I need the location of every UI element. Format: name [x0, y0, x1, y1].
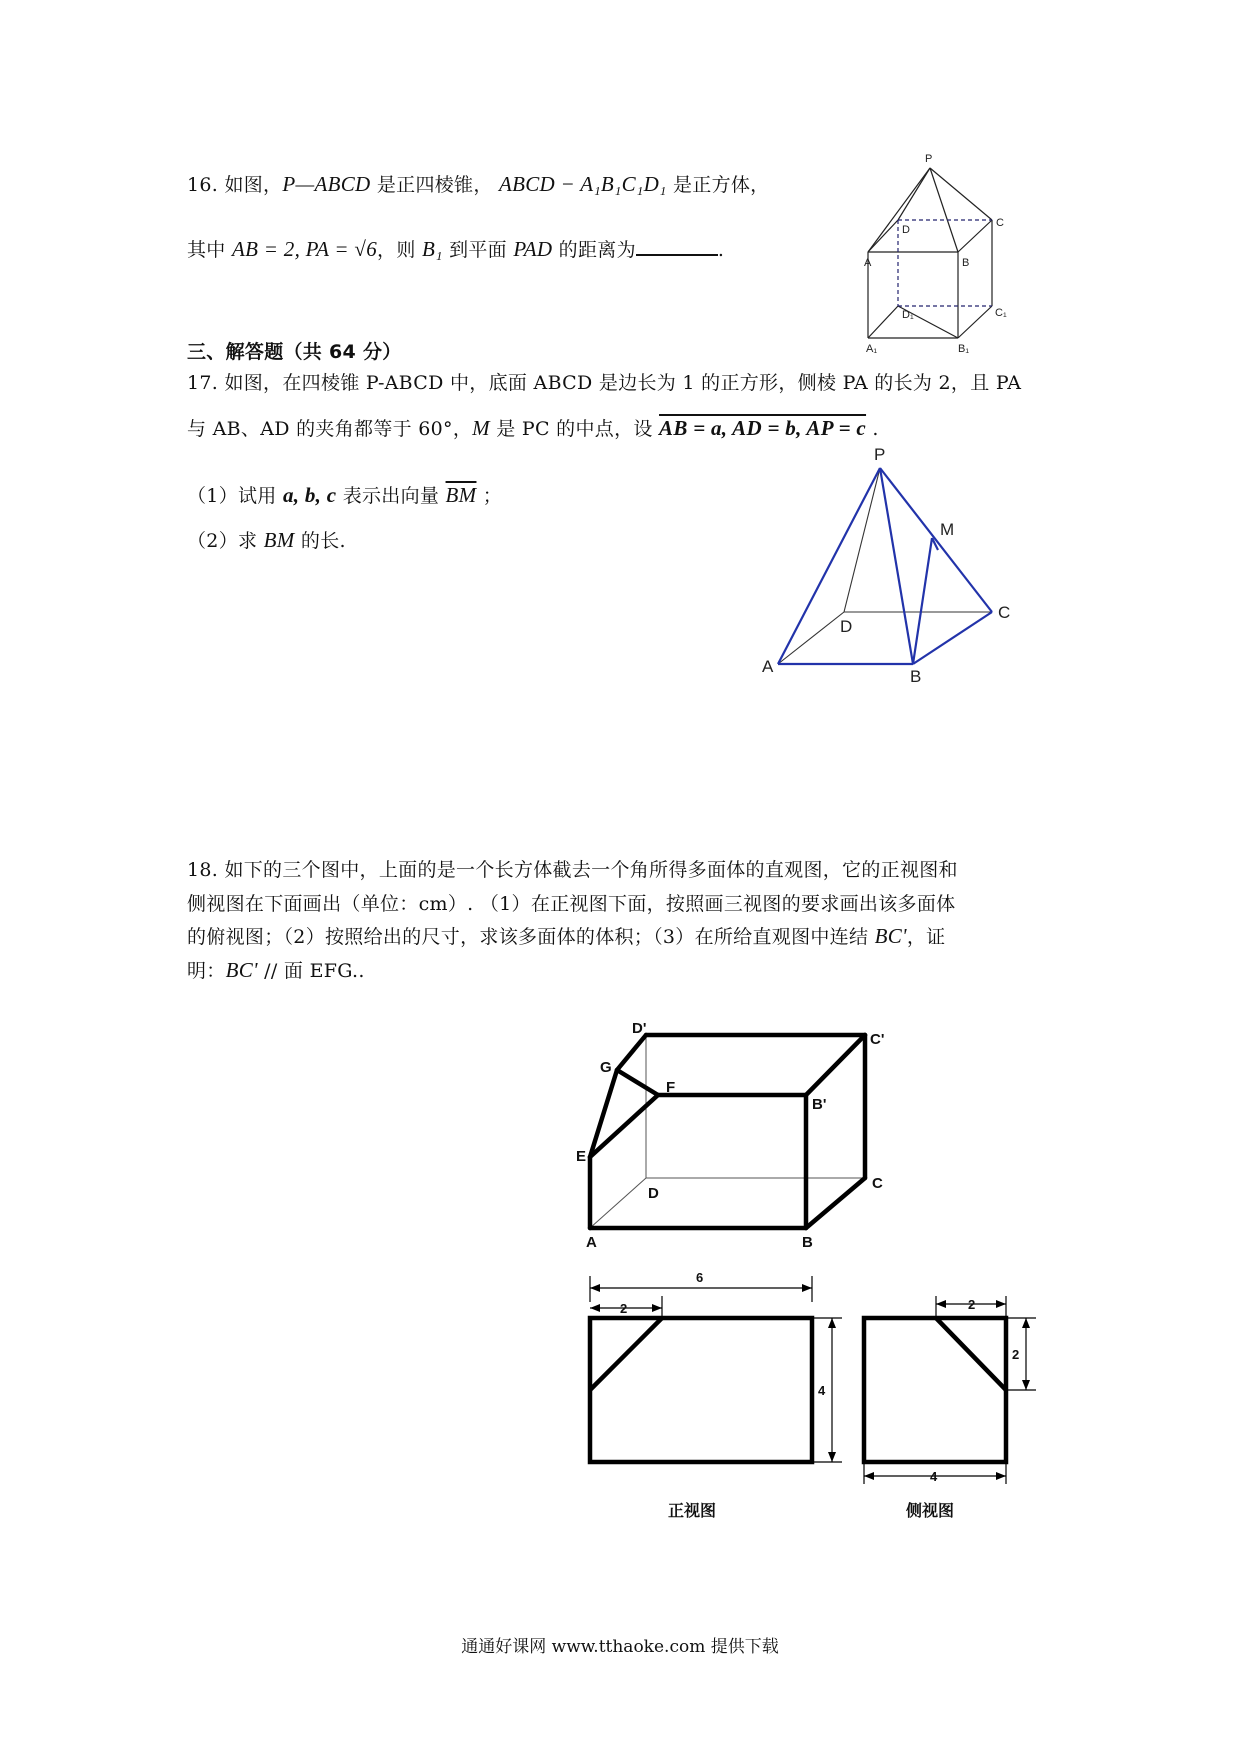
q16-l2a: 其中 [187, 239, 232, 261]
q17-l2b: 是 PC 的中点，设 [489, 418, 660, 440]
front-dim-height: 4 [818, 1383, 826, 1398]
q17-part1 [187, 481, 502, 508]
side-dim-cut-h: 2 [1012, 1347, 1020, 1362]
q16-label-P: P [925, 153, 933, 165]
q18-line3 [187, 922, 945, 949]
q17-line2 [187, 414, 879, 441]
q16-l2e: . [717, 239, 725, 261]
q16-expr-pad: PAD [513, 237, 553, 261]
q17-point-M: M [472, 416, 490, 440]
page-footer: 通通好课网 www.tthaoke.com 提供下载 [461, 1637, 779, 1657]
q18-l3a: 的俯视图；（2）按照给出的尺寸，求该多面体的体积；（3）在所给直观图中连结 [187, 926, 875, 948]
q18-polyhedron-figure [560, 1015, 920, 1265]
q17-pyramid-figure [748, 440, 1028, 685]
q16-text1: 是正四棱锥， [370, 174, 499, 196]
q16-label-B1: B₁ [958, 343, 970, 355]
q17-vectors: AB = a, AD = b, AP = c [659, 416, 867, 440]
q16-text2: 是正方体， [666, 174, 770, 196]
q17-p2b: 的长. [294, 530, 346, 552]
q16-label-D: D [902, 224, 910, 236]
q17-label-D: D [840, 617, 853, 636]
q17-l2a: 与 AB、AD 的夹角都等于 60°， [187, 418, 473, 440]
q16-lead: 16. 如图， [187, 174, 283, 196]
front-view-caption: 正视图 [668, 1503, 717, 1520]
q18-label-A: A [586, 1234, 597, 1251]
q17-label-B: B [910, 667, 922, 685]
q16-label-C1: C₁ [995, 307, 1007, 319]
q16-line1 [187, 170, 769, 197]
q17-line1: 17. 如图，在四棱锥 P-ABCD 中，底面 ABCD 是边长为 1 的正方形，侧棱 PA 的长为 2，且 PA [187, 372, 1022, 394]
q18-label-C: C [872, 1175, 883, 1192]
q16-figure [840, 148, 1020, 358]
side-dim-width: 4 [930, 1469, 938, 1484]
q18-label-Cp: C' [870, 1031, 885, 1048]
q17-label-C: C [998, 603, 1011, 622]
q17-p1b: 表示出向量 [336, 485, 446, 507]
q18-label-Bp: B' [812, 1096, 827, 1113]
front-rect [590, 1318, 812, 1462]
q16-line2 [187, 235, 724, 262]
q18-l4a: 明： [187, 960, 226, 982]
q18-l3b: ，证 [906, 926, 946, 948]
q18-line2: 侧视图在下面画出（单位：cm）. （1）在正视图下面，按照画三视图的要求画出该多面体 [187, 893, 956, 915]
q17-label-A: A [762, 657, 774, 676]
q18-line1: 18. 如下的三个图中，上面的是一个长方体截去一个角所得多面体的直观图，它的正视图和 [187, 859, 958, 881]
front-dim-cut: 2 [620, 1301, 628, 1316]
q16-label-A1: A₁ [866, 343, 878, 355]
side-view-caption: 侧视图 [906, 1503, 955, 1520]
q16-label-D1: D₁ [902, 309, 914, 321]
q18-label-B: B [802, 1234, 813, 1251]
q18-l4-BC: BC' [225, 958, 258, 982]
q16-expr-lengths: AB = 2, PA = √6 [231, 237, 378, 261]
q18-side-view [852, 1262, 1082, 1527]
q16-l2b: ，则 [377, 239, 422, 261]
q18-label-Dp: D' [632, 1020, 647, 1037]
q18-label-G: G [600, 1059, 612, 1076]
q16-label-B: B [962, 257, 970, 269]
q16-label-A: A [864, 257, 872, 269]
q17-label-M: M [940, 520, 955, 539]
front-dim-width: 6 [696, 1270, 704, 1285]
q17-p1-vars: a, b, c [282, 483, 337, 507]
q17-p2-BM: BM [263, 528, 295, 552]
q18-line4 [187, 956, 365, 983]
q17-p2a: （2）求 [187, 530, 264, 552]
q17-p1c: ； [476, 485, 503, 507]
section-title: 三、解答题（共 64 分） [187, 341, 402, 363]
q17-p1-vector-BM: $\overline{BM}$ [445, 483, 477, 507]
q18-label-E: E [576, 1148, 587, 1165]
q17-label-P: P [874, 445, 886, 464]
q17-l2c: . [866, 418, 879, 440]
answer-blank[interactable] [636, 238, 718, 256]
q16-expr-cube: ABCD − A₁B₁C₁D₁ [498, 172, 667, 196]
q16-expr-pabcd: P—ABCD [282, 172, 371, 196]
q18-label-D: D [648, 1185, 659, 1202]
q18-front-view [580, 1262, 880, 1527]
q16-label-C: C [996, 217, 1004, 229]
q17-p1a: （1）试用 [187, 485, 283, 507]
q16-expr-b1: B₁ [422, 237, 443, 261]
q18-l4b: // 面 EFG.. [257, 960, 365, 982]
q16-l2c: 到平面 [442, 239, 514, 261]
q16-l2d: 的距离为 [552, 239, 636, 261]
side-rect [864, 1318, 1006, 1462]
q18-label-F: F [666, 1079, 676, 1096]
q18-l3-BC: BC' [874, 924, 907, 948]
side-dim-cut-w: 2 [968, 1297, 976, 1312]
q17-part2 [187, 526, 346, 553]
